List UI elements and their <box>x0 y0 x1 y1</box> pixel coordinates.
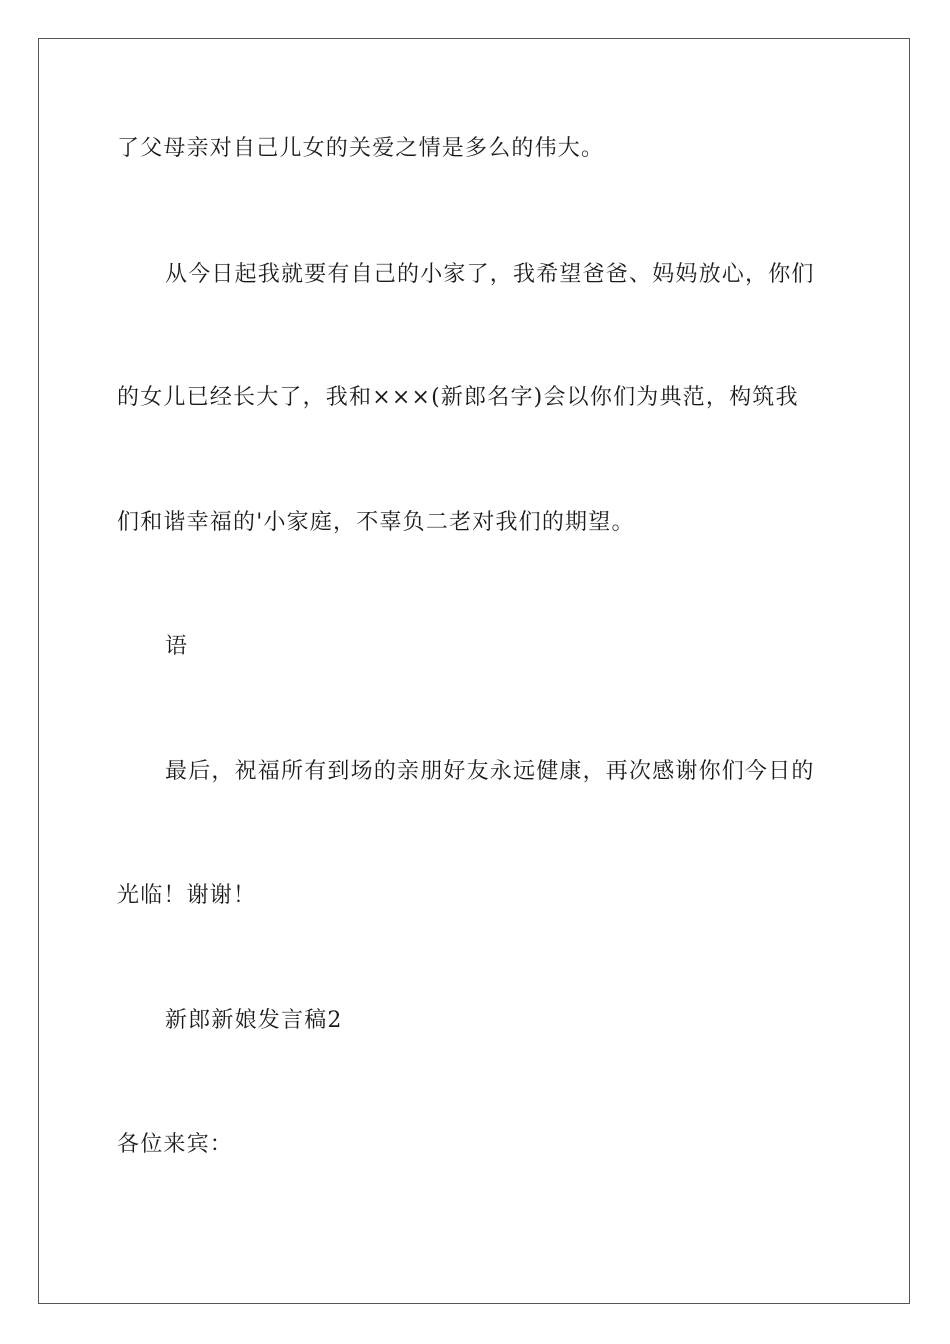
document-title: 新郎新娘发言稿2 <box>165 1008 343 1033</box>
section-heading: 语 <box>165 634 189 659</box>
paragraph-line-2: 从今日起我就要有自己的小家了，我希望爸爸、妈妈放心，你们 <box>165 262 815 287</box>
paragraph-line-5: 最后，祝福所有到场的亲朋好友永远健康，再次感谢你们今日的 <box>165 759 815 784</box>
paragraph-line-4: 们和谐幸福的'小家庭，不辜负二老对我们的期望。 <box>117 510 635 535</box>
salutation: 各位来宾： <box>117 1132 234 1157</box>
paragraph-line-6: 光临！谢谢！ <box>117 883 257 908</box>
paragraph-line-1: 了父母亲对自己儿女的关爱之情是多么的伟大。 <box>117 136 605 161</box>
paragraph-line-3: 的女儿已经长大了，我和×××(新郎名字)会以你们为典范，构筑我 <box>117 385 799 410</box>
page-frame <box>38 38 910 1304</box>
